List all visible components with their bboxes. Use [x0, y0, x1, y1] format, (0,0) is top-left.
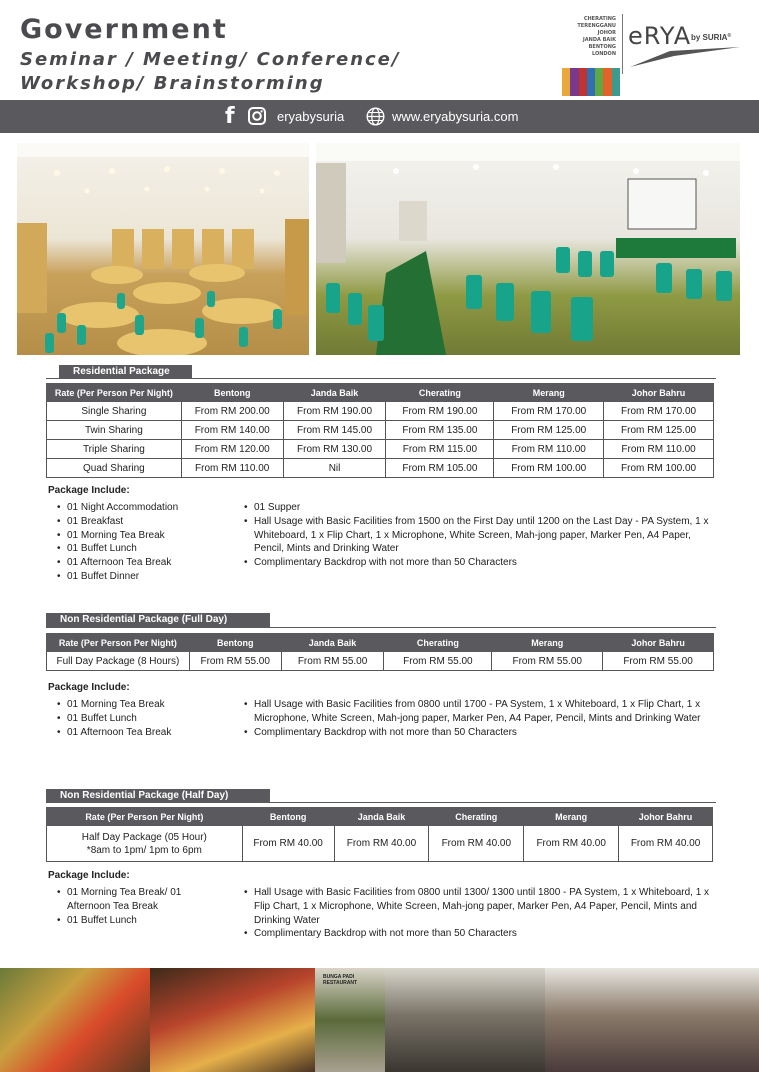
logo-location: CHERATING — [583, 16, 616, 22]
page-subtitle-line1: Seminar / Meeting/ Conference/ — [20, 49, 401, 70]
list-item: • Complimentary Backdrop with not more than 50 Characters — [244, 927, 716, 941]
column-header: Merang — [492, 634, 603, 652]
column-header: Cherating — [429, 808, 524, 826]
logo-color-bar — [570, 68, 578, 96]
list-item: • Hall Usage with Basic Facilities from 1500 on the First Day until 1200 on the Last Day - PA System, 1 x Whiteboard, 1 x Flip Chart, 1 x Microphone, White Screen, Mah-jong paper, Marker Pen, A4 Paper, Pencil, Mints and Drinking Water — [244, 515, 716, 556]
list-item: • Complimentary Backdrop with not more than 50 Characters — [244, 556, 716, 570]
group-photo — [545, 968, 759, 1072]
logo-color-bar — [579, 68, 587, 96]
column-header: Johor Bahru — [604, 384, 714, 402]
half-day-rate-table — [46, 807, 713, 862]
column-header: Merang — [494, 384, 604, 402]
table-cell: From RM 110.00 — [494, 440, 604, 459]
table-cell: From RM 55.00 — [281, 652, 384, 671]
social-bar — [0, 100, 759, 133]
list-item: • 01 Buffet Lunch — [57, 542, 237, 556]
column-header: Janda Baik — [334, 808, 429, 826]
residential-tab: Residential Package — [59, 365, 192, 379]
logo-location: TERENGGANU — [577, 23, 616, 29]
table-cell: From RM 40.00 — [334, 826, 429, 862]
table-cell: Nil — [283, 459, 386, 478]
row-label-line: *8am to 1pm/ 1pm to 6pm — [86, 844, 202, 856]
table-cell: From RM 110.00 — [604, 440, 714, 459]
column-header: Bentong — [242, 808, 334, 826]
table-header-row — [47, 384, 714, 402]
row-label-line: Half Day Package (05 Hour) — [81, 831, 207, 843]
brand-suffix — [691, 33, 731, 42]
logo-location: JOHOR — [597, 30, 616, 36]
table-cell: From RM 120.00 — [181, 440, 283, 459]
include-list-right — [244, 886, 716, 941]
table-cell: From RM 140.00 — [181, 421, 283, 440]
classroom-hall-photo — [316, 143, 740, 355]
table-row — [47, 459, 714, 478]
table-cell: From RM 125.00 — [604, 421, 714, 440]
table-row — [47, 826, 713, 862]
social-handle[interactable]: eryabysuria — [277, 109, 345, 124]
full-day-rate-table — [46, 633, 714, 671]
row-label — [47, 826, 243, 862]
seminar-audience-photo — [385, 968, 545, 1072]
instagram-icon[interactable] — [248, 107, 266, 125]
table-header-row — [47, 808, 713, 826]
locations-logo — [562, 14, 620, 96]
residential-rate-table — [46, 383, 714, 478]
include-list-right — [244, 698, 716, 739]
column-header: Johor Bahru — [603, 634, 714, 652]
row-label: Twin Sharing — [47, 421, 182, 440]
logo-divider — [622, 14, 623, 74]
column-header: Janda Baik — [281, 634, 384, 652]
list-item: • 01 Buffet Lunch — [57, 712, 237, 726]
facebook-icon[interactable]: f — [225, 104, 235, 129]
banquet-hall-photo — [17, 143, 309, 355]
logo-color-bar — [603, 68, 611, 96]
package-include-title: Package Include: — [48, 485, 130, 496]
residential-rule — [46, 378, 716, 379]
website-link[interactable]: www.eryabysuria.com — [392, 109, 519, 124]
list-item: • 01 Afternoon Tea Break — [57, 726, 237, 740]
table-cell: From RM 40.00 — [429, 826, 524, 862]
column-header: Cherating — [386, 384, 494, 402]
table-cell: From RM 55.00 — [492, 652, 603, 671]
bottom-photo-strip — [0, 968, 759, 1072]
include-list-left — [57, 501, 237, 584]
brand-swoosh-icon — [630, 47, 740, 69]
half-day-tab: Non Residential Package (Half Day) — [46, 789, 270, 803]
column-header: Rate (Per Person Per Night) — [47, 634, 190, 652]
column-header: Rate (Per Person Per Night) — [47, 808, 243, 826]
full-day-tab: Non Residential Package (Full Day) — [46, 613, 270, 627]
page-header — [0, 0, 759, 100]
list-item: • 01 Breakfast — [57, 515, 237, 529]
buffet-photo — [150, 968, 315, 1072]
logo-color-bars — [562, 68, 620, 96]
logo-location: JANDA BAIK — [582, 37, 616, 43]
table-cell: From RM 100.00 — [604, 459, 714, 478]
list-item: • 01 Afternoon Tea Break — [57, 556, 237, 570]
column-header: Cherating — [384, 634, 492, 652]
page-subtitle-line2: Workshop/ Brainstorming — [20, 73, 325, 94]
row-label: Single Sharing — [47, 402, 182, 421]
table-cell: From RM 170.00 — [494, 402, 604, 421]
brand-suffix-text: by SURIA — [691, 33, 728, 42]
list-item: • Hall Usage with Basic Facilities from 0800 until 1700 - PA System, 1 x Whiteboard, 1 x Flip Chart, 1 x Microphone, White Screen, Mah-jong paper, Marker Pen, A4 Paper, Pencil, Mints and Drinking Water — [244, 698, 716, 726]
row-label: Triple Sharing — [47, 440, 182, 459]
table-row — [47, 440, 714, 459]
table-cell: From RM 170.00 — [604, 402, 714, 421]
column-header: Bentong — [189, 634, 281, 652]
table-cell: From RM 145.00 — [283, 421, 386, 440]
page-title: Government — [20, 14, 228, 45]
list-item: • 01 Night Accommodation — [57, 501, 237, 515]
list-item: • 01 Morning Tea Break/ 01 Afternoon Tea Break — [57, 886, 207, 914]
table-cell: From RM 190.00 — [283, 402, 386, 421]
logo-location: BENTONG — [588, 44, 616, 50]
logo-color-bar — [595, 68, 603, 96]
logo-location: LONDON — [591, 51, 616, 57]
table-cell: From RM 55.00 — [189, 652, 281, 671]
logo-color-bar — [587, 68, 595, 96]
brand-logo: eRYA — [628, 22, 692, 50]
column-header: Rate (Per Person Per Night) — [47, 384, 182, 402]
list-item: • 01 Morning Tea Break — [57, 698, 237, 712]
include-list-left — [57, 886, 207, 927]
list-item: • 01 Supper — [244, 501, 716, 515]
package-include-title: Package Include: — [48, 682, 130, 693]
logo-locations — [577, 16, 616, 58]
column-header: Janda Baik — [283, 384, 386, 402]
table-header-row — [47, 634, 714, 652]
table-cell: From RM 40.00 — [242, 826, 334, 862]
table-cell: From RM 40.00 — [524, 826, 619, 862]
table-cell: From RM 115.00 — [386, 440, 494, 459]
list-item: • Complimentary Backdrop with not more than 50 Characters — [244, 726, 716, 740]
include-list-right — [244, 501, 716, 570]
package-include-title: Package Include: — [48, 870, 130, 881]
list-item: • 01 Buffet Lunch — [57, 914, 207, 928]
brand-mark: ® — [727, 33, 732, 39]
restaurant-sign-photo — [315, 968, 385, 1072]
table-row — [47, 652, 714, 671]
table-cell: From RM 40.00 — [619, 826, 713, 862]
table-cell: From RM 55.00 — [603, 652, 714, 671]
include-list-left — [57, 698, 237, 739]
globe-icon — [366, 107, 385, 126]
row-label: Full Day Package (8 Hours) — [47, 652, 190, 671]
table-cell: From RM 125.00 — [494, 421, 604, 440]
column-header: Johor Bahru — [619, 808, 713, 826]
column-header: Bentong — [181, 384, 283, 402]
list-item: • 01 Buffet Dinner — [57, 570, 237, 584]
table-cell: From RM 110.00 — [181, 459, 283, 478]
logo-color-bar — [612, 68, 620, 96]
half-day-rule — [46, 802, 716, 803]
table-cell: From RM 200.00 — [181, 402, 283, 421]
table-cell: From RM 55.00 — [384, 652, 492, 671]
table-cell: From RM 100.00 — [494, 459, 604, 478]
restaurant-sign: BUNGA PADI RESTAURANT — [323, 974, 358, 986]
list-item: • 01 Morning Tea Break — [57, 529, 237, 543]
logo-color-bar — [562, 68, 570, 96]
table-cell: From RM 190.00 — [386, 402, 494, 421]
list-item: • Hall Usage with Basic Facilities from 0800 until 1300/ 1300 until 1800 - PA System, 1 x Whiteboard, 1 x Flip Chart, 1 x Microphone, White Screen, Mah-jong paper, Marker Pen, A4 Paper, Pencil, Mints and Drinking Water — [244, 886, 716, 927]
table-row — [47, 402, 714, 421]
table-row — [47, 421, 714, 440]
full-day-rule — [46, 627, 716, 628]
table-cell: From RM 130.00 — [283, 440, 386, 459]
row-label: Quad Sharing — [47, 459, 182, 478]
column-header: Merang — [524, 808, 619, 826]
table-cell: From RM 105.00 — [386, 459, 494, 478]
food-photo — [0, 968, 150, 1072]
table-cell: From RM 135.00 — [386, 421, 494, 440]
